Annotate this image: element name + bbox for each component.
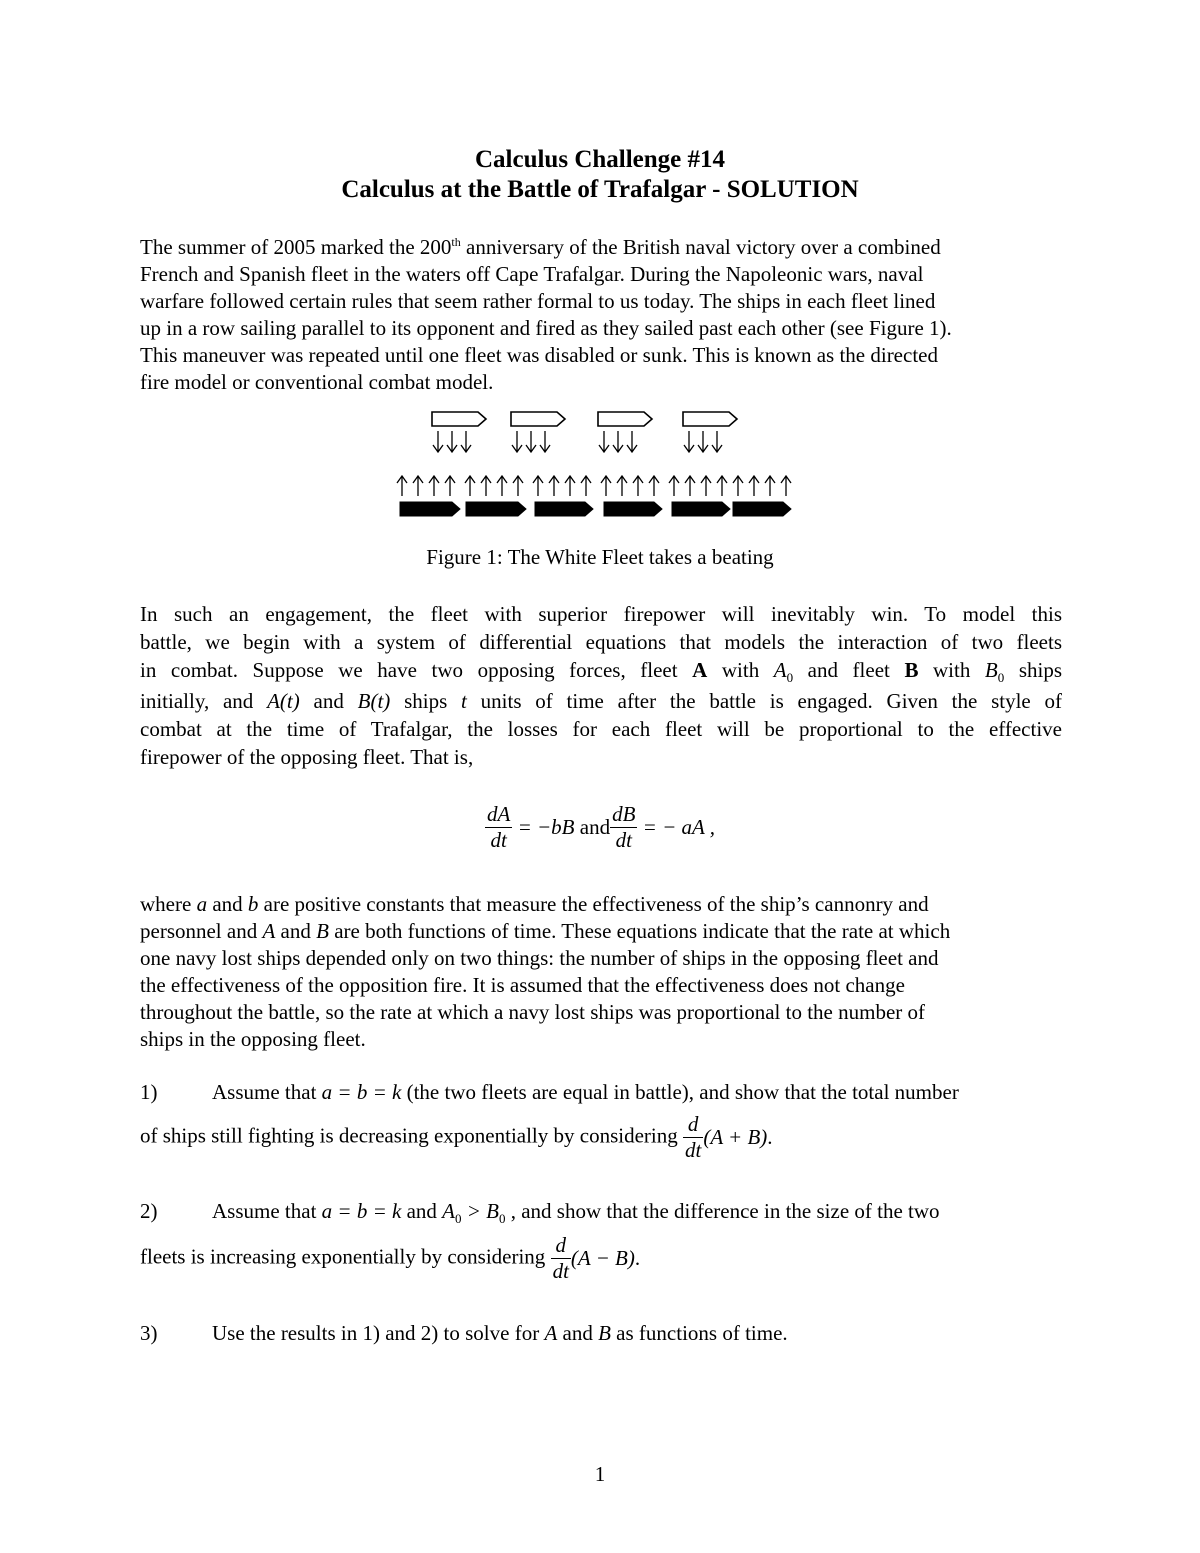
p2-line-3: in combat. Suppose we have two opposing forces, fleet A with $A_0$ and fleet B with $B_0$ ships xyxy=(140,658,1062,686)
fire-arrow-up xyxy=(413,476,423,496)
question-2-line-1: Assume that a = b = k and $A_0 > B_0$ , and show that the difference in the size of the two xyxy=(212,1199,940,1227)
fire-arrow-down xyxy=(698,431,708,452)
fraction-dA-dt: $\frac{dA}{dt}$ xyxy=(487,802,511,853)
fire-arrow-up xyxy=(465,476,475,496)
intro-paragraph xyxy=(140,234,1062,396)
fire-arrow-down xyxy=(684,431,694,452)
fire-arrow-up xyxy=(617,476,627,496)
fire-arrow-up xyxy=(601,476,611,496)
white-ship xyxy=(432,412,486,426)
fire-arrow-up xyxy=(581,476,591,496)
title-line-1: Calculus Challenge #14 xyxy=(474,146,726,173)
fire-arrow-down xyxy=(599,431,609,452)
black-ship xyxy=(733,502,791,516)
intro-line-1: The summer of 2005 marked the 200th anniversary of the British naval victory over a combined xyxy=(140,235,941,259)
p2-line-4: initially, and A(t) and B(t) ships t units of time after the battle is engaged. Given the style of xyxy=(140,689,1062,713)
fire-arrow-up xyxy=(685,476,695,496)
p3-line-1: where a and b are positive constants that measure the effectiveness of the ship’s cannonry and xyxy=(140,892,929,916)
fire-arrow-up xyxy=(669,476,679,496)
fire-arrow-up xyxy=(397,476,407,496)
differential-equations: $\frac{dA}{dt}$ = −bB and $\frac{dB}{dt}$ = − aA , xyxy=(487,802,715,853)
question-2-number: 2) xyxy=(140,1199,158,1223)
fire-arrow-up xyxy=(781,476,791,496)
intro-line-4: up in a row sailing parallel to its opponent and fired as they sailed past each other (see Figure 1). xyxy=(140,316,952,340)
fire-arrow-down xyxy=(433,431,443,452)
intro-line-2: French and Spanish fleet in the waters off Cape Trafalgar. During the Napoleonic wars, naval xyxy=(140,262,924,286)
fire-arrow-up xyxy=(765,476,775,496)
question-3-number: 3) xyxy=(140,1321,158,1345)
fire-arrow-up xyxy=(649,476,659,496)
p2-line-2: battle, we begin with a system of differential equations that models the interaction of two fleets xyxy=(140,630,1062,654)
fire-arrow-up xyxy=(481,476,491,496)
white-ship xyxy=(511,412,565,426)
fire-arrow-up xyxy=(533,476,543,496)
p3-line-4: the effectiveness of the opposition fire. It is assumed that the effectiveness does not change xyxy=(140,973,905,997)
p3-line-6: ships in the opposing fleet. xyxy=(140,1027,366,1051)
fraction-d-dt: $\frac{d}{dt}$ xyxy=(552,1233,569,1284)
fire-arrow-down xyxy=(512,431,522,452)
up-arrows xyxy=(397,476,791,496)
fire-arrow-up xyxy=(445,476,455,496)
page-number: 1 xyxy=(594,1462,606,1486)
fire-arrow-up xyxy=(749,476,759,496)
model-paragraph xyxy=(140,600,1062,771)
black-ship xyxy=(466,502,526,516)
fire-arrow-down xyxy=(712,431,722,452)
intro-line-3: warfare followed certain rules that seem rather formal to us today. The ships in each fleet lined xyxy=(140,289,936,313)
fire-arrow-up xyxy=(429,476,439,496)
black-ship xyxy=(535,502,593,516)
intro-line-5: This maneuver was repeated until one fleet was disabled or sunk. This is known as the directed xyxy=(140,343,938,367)
fire-arrow-up xyxy=(701,476,711,496)
fire-arrow-up xyxy=(565,476,575,496)
fire-arrow-down xyxy=(526,431,536,452)
black-fleet xyxy=(400,502,791,516)
fire-arrow-up xyxy=(549,476,559,496)
black-ship xyxy=(604,502,662,516)
title-line-2: Calculus at the Battle of Trafalgar - SOLUTION xyxy=(341,176,859,203)
question-2-line-2: fleets is increasing exponentially by considering $\frac{d}{dt}$ (A − B). xyxy=(140,1233,641,1284)
p3-line-3: one navy lost ships depended only on two things: the number of ships in the opposing fleet and xyxy=(140,946,939,970)
white-fleet xyxy=(432,412,737,426)
fire-arrow-up xyxy=(633,476,643,496)
intro-line-6: fire model or conventional combat model. xyxy=(140,370,494,394)
fire-arrow-down xyxy=(613,431,623,452)
figure-caption: Figure 1: The White Fleet takes a beating xyxy=(426,545,774,569)
p3-line-2: personnel and A and B are both functions of time. These equations indicate that the rate at which xyxy=(140,919,951,943)
black-ship xyxy=(400,502,460,516)
fire-arrow-down xyxy=(447,431,457,452)
p2-line-6: firepower of the opposing fleet. That is, xyxy=(140,745,474,769)
fire-arrow-up xyxy=(513,476,523,496)
white-ship xyxy=(683,412,737,426)
black-ship xyxy=(672,502,730,516)
fire-arrow-up xyxy=(717,476,727,496)
question-3-text: Use the results in 1) and 2) to solve for A and B as functions of time. xyxy=(212,1321,788,1345)
white-ship xyxy=(598,412,652,426)
question-1-number: 1) xyxy=(140,1080,158,1104)
p2-line-1: In such an engagement, the fleet with superior firepower will inevitably win. To model this xyxy=(140,602,1062,626)
fire-arrow-up xyxy=(497,476,507,496)
p3-line-5: throughout the battle, so the rate at which a navy lost ships was proportional to the number of xyxy=(140,1000,925,1024)
fraction-dB-dt: $\frac{dB}{dt}$ xyxy=(612,802,636,853)
fire-arrow-up xyxy=(733,476,743,496)
down-arrows xyxy=(433,431,722,452)
fire-arrow-down xyxy=(627,431,637,452)
fire-arrow-down xyxy=(461,431,471,452)
question-1-line-2: of ships still fighting is decreasing exponentially by considering $\frac{d}{dt}$ (A + B). xyxy=(140,1112,773,1163)
fleet-diagram xyxy=(380,400,820,530)
assumption-paragraph xyxy=(140,891,1062,1053)
p2-line-5: combat at the time of Trafalgar, the losses for each fleet will be proportional to the effective xyxy=(140,717,1062,741)
fraction-d-dt: $\frac{d}{dt}$ xyxy=(685,1112,702,1163)
question-1-line-1: Assume that a = b = k (the two fleets are equal in battle), and show that the total number xyxy=(212,1080,959,1104)
fire-arrow-down xyxy=(540,431,550,452)
